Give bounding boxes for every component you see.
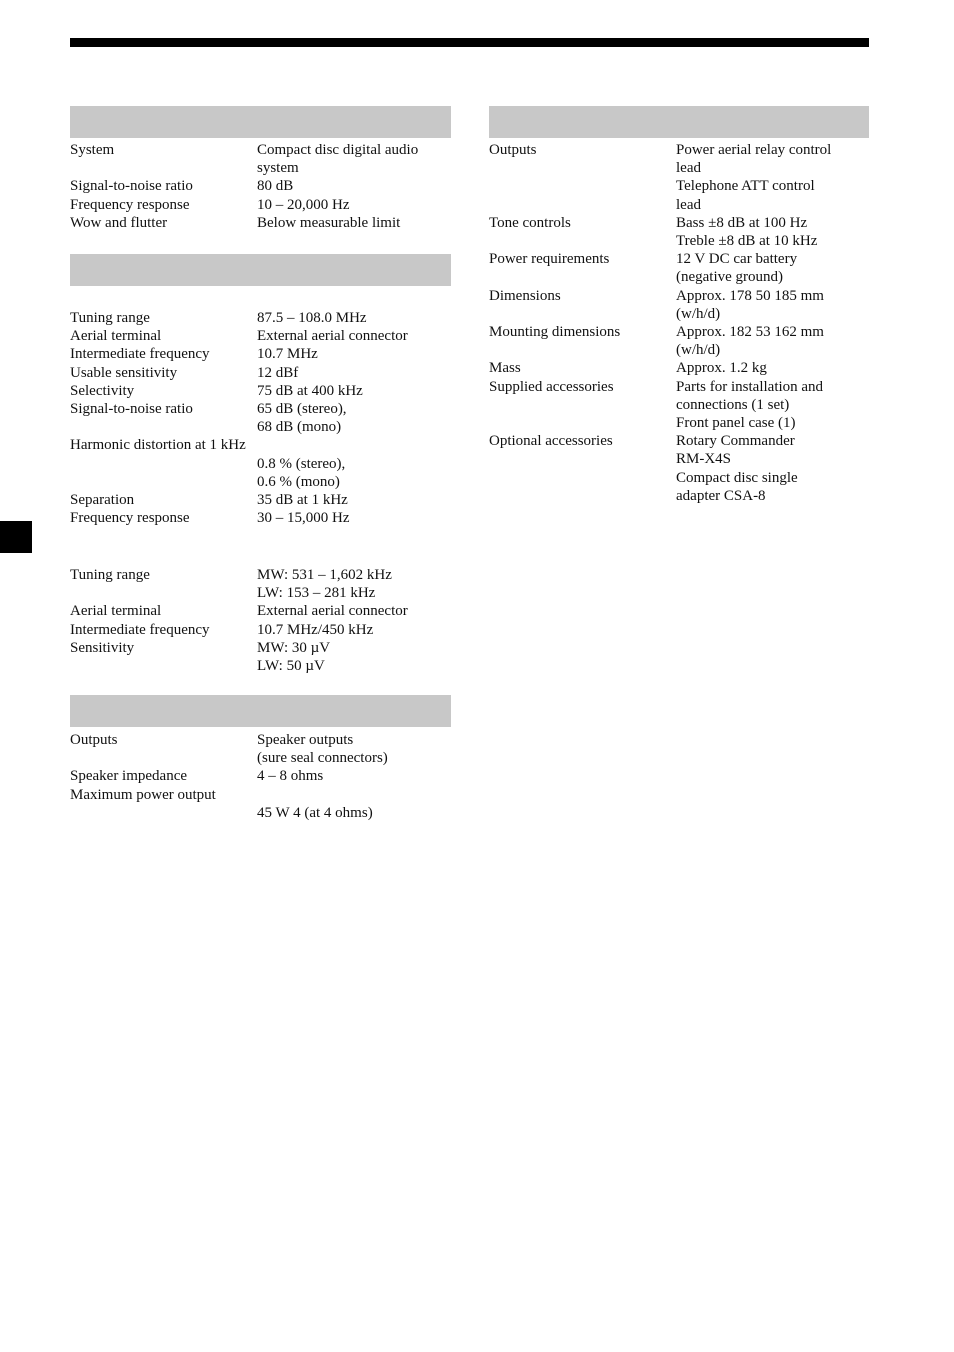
spec-value-line: (w/h/d): [676, 305, 721, 322]
spec-value: [257, 196, 451, 214]
spec-value: [257, 382, 451, 400]
spec-value-line: Compact disc single: [676, 469, 798, 486]
spec-row: [70, 786, 451, 804]
spec-value: [257, 177, 451, 195]
spec-label: Usable sensitivity: [70, 364, 178, 381]
spec-value-line: system: [257, 160, 299, 177]
spec-value-line: Parts for installation and: [676, 378, 824, 395]
general-specs: [489, 141, 869, 505]
spec-value: [676, 214, 869, 250]
spec-value-line: Below measurable limit: [257, 214, 401, 231]
spec-value-line: Approx. 1.2 kg: [676, 360, 767, 377]
spec-value: [676, 359, 869, 377]
spec-row: [70, 327, 451, 345]
tuner-fm-specs: [70, 309, 451, 527]
spec-value-line: (negative ground): [676, 269, 784, 286]
spec-label: Mounting dimensions: [489, 324, 621, 341]
spec-value-line: Treble ±8 dB at 10 kHz: [676, 233, 818, 250]
spec-label: Selectivity: [70, 382, 135, 399]
spec-value: [257, 436, 451, 454]
spec-label: [70, 804, 257, 822]
spec-value: [257, 509, 451, 527]
spec-row: [70, 566, 451, 602]
spec-row: [70, 382, 451, 400]
spec-row: [70, 639, 451, 675]
spec-value-line: 0.8 % (stereo),: [257, 455, 346, 472]
spec-value-line: 4 – 8 ohms: [257, 768, 324, 785]
spec-value-line: 12 dBf: [257, 364, 299, 381]
spec-row: [70, 345, 451, 363]
spec-value: [257, 309, 451, 327]
spec-value-line: 12 V DC car battery: [676, 251, 798, 268]
spec-row: [70, 602, 451, 620]
spec-label: Power requirements: [489, 251, 610, 268]
spec-row: [70, 491, 451, 509]
spec-label: Signal-to-noise ratio: [70, 401, 193, 418]
spec-value: [257, 767, 451, 785]
spec-value: [257, 491, 451, 509]
spec-value: [257, 786, 451, 804]
spec-value: [257, 327, 451, 345]
spec-row: [70, 731, 451, 767]
spec-value-line: 87.5 – 108.0 MHz: [257, 310, 367, 326]
spec-value-line: (w/h/d): [676, 342, 721, 359]
spec-value: [676, 378, 869, 433]
top-rule: [70, 38, 869, 47]
spec-value: [257, 214, 451, 232]
spec-row: [70, 141, 451, 177]
spec-value: [676, 432, 869, 505]
spec-value-line: Bass ±8 dB at 100 Hz: [676, 214, 808, 231]
spec-label: Intermediate frequency: [70, 621, 210, 638]
spec-label: Wow and flutter: [70, 214, 168, 231]
spec-label: Tuning range: [70, 567, 150, 583]
spec-row: [70, 804, 451, 822]
side-tab-marker: [0, 521, 32, 553]
spec-value-line: lead: [676, 160, 701, 177]
amplifier-specs: [70, 731, 451, 822]
spec-value-line: 68 dB (mono): [257, 419, 342, 436]
spec-value: [257, 731, 451, 767]
spec-value-line: 75 dB at 400 kHz: [257, 382, 363, 399]
spec-value-line: MW: 531 – 1,602 kHz: [257, 567, 392, 583]
spec-row: [70, 455, 451, 491]
spec-row: [489, 141, 869, 214]
spec-label: Outputs: [489, 142, 537, 158]
spec-row: [70, 509, 451, 527]
spec-value: [257, 141, 451, 177]
spec-value: [257, 455, 451, 491]
spec-label: Frequency response: [70, 510, 190, 527]
spec-value: [257, 621, 451, 639]
spec-value-line: 35 dB at 1 kHz: [257, 492, 348, 509]
spec-value-line: 10 – 20,000 Hz: [257, 196, 350, 213]
spec-row: [489, 378, 869, 433]
spec-label: Aerial terminal: [70, 328, 162, 345]
spec-value: [257, 400, 451, 436]
spec-value-line: 80 dB: [257, 178, 294, 195]
spec-label: Separation: [70, 492, 135, 509]
spec-row: [489, 287, 869, 323]
section-header-cd-player: [70, 106, 451, 138]
spec-label: Intermediate frequency: [70, 346, 210, 363]
spec-value-line: lead: [676, 196, 701, 213]
spec-value-line: adapter CSA-8: [676, 487, 766, 504]
spec-value-line: Speaker outputs: [257, 732, 354, 748]
spec-label: Optional accessories: [489, 433, 613, 450]
spec-row: [70, 621, 451, 639]
spec-row: [70, 400, 451, 436]
spec-value-line: 10.7 MHz: [257, 346, 318, 363]
spec-value: [257, 602, 451, 620]
spec-row: [70, 364, 451, 382]
spec-value-line: External aerial connector: [257, 328, 408, 345]
spec-label: Signal-to-noise ratio: [70, 178, 193, 195]
spec-row: [489, 250, 869, 286]
spec-row: [70, 177, 451, 195]
spec-label: Tuning range: [70, 310, 150, 326]
spec-label: Outputs: [70, 732, 118, 748]
spec-value-line: Rotary Commander: [676, 433, 795, 450]
spec-value-line: RM-X4S: [676, 451, 732, 468]
spec-value: [257, 345, 451, 363]
spec-value: [257, 364, 451, 382]
spec-label: Tone controls: [489, 214, 571, 231]
spec-row: [489, 214, 869, 250]
section-header-general: [489, 106, 869, 138]
spec-label: Supplied accessories: [489, 378, 614, 395]
spec-value: [676, 141, 869, 214]
spec-value-line: Power aerial relay control: [676, 142, 832, 158]
spec-label: [70, 455, 257, 491]
spec-value-line: MW: 30 µV: [257, 639, 331, 656]
spec-value: [676, 250, 869, 286]
spec-value-line: LW: 50 µV: [257, 658, 325, 675]
spec-label: Maximum power output: [70, 786, 216, 803]
spec-value-line: LW: 153 – 281 kHz: [257, 585, 376, 602]
spec-label: System: [70, 142, 115, 158]
spec-value-line: 30 – 15,000 Hz: [257, 510, 350, 527]
spec-label: Mass: [489, 360, 521, 377]
spec-label: Harmonic distortion at 1 kHz: [70, 437, 246, 454]
spec-value-line: connections (1 set): [676, 396, 790, 413]
spec-row: [70, 214, 451, 232]
section-header-amplifier: [70, 695, 451, 727]
spec-value-line: External aerial connector: [257, 603, 408, 620]
spec-label: Aerial terminal: [70, 603, 162, 620]
spec-label: Dimensions: [489, 287, 561, 304]
spec-value: [676, 287, 869, 323]
spec-label: Sensitivity: [70, 639, 135, 656]
spec-row: [70, 309, 451, 327]
spec-row: [489, 323, 869, 359]
tuner-mwlw-specs: [70, 566, 451, 675]
spec-value-line: (sure seal connectors): [257, 750, 388, 767]
section-header-tuner: [70, 254, 451, 286]
spec-row: [70, 767, 451, 785]
spec-value-line: Telephone ATT control: [676, 178, 815, 195]
spec-row: [70, 436, 451, 454]
spec-row: [70, 196, 451, 214]
spec-value-line: Compact disc digital audio: [257, 142, 419, 158]
spec-value-line: 10.7 MHz/450 kHz: [257, 621, 374, 638]
cd-player-specs: [70, 141, 451, 232]
spec-value-line: Front panel case (1): [676, 415, 796, 432]
spec-row: [489, 432, 869, 505]
spec-value: [257, 639, 451, 675]
spec-value-line: 65 dB (stereo),: [257, 401, 347, 418]
spec-value-line: 45 W 4 (at 4 ohms): [257, 804, 373, 821]
spec-label: Frequency response: [70, 196, 190, 213]
spec-value: [676, 323, 869, 359]
spec-value: [257, 804, 451, 822]
spec-row: [489, 359, 869, 377]
spec-value: [257, 566, 451, 602]
spec-value-line: Approx. 182 53 162 mm: [676, 324, 824, 341]
spec-label: Speaker impedance: [70, 768, 188, 785]
spec-value-line: Approx. 178 50 185 mm: [676, 287, 824, 304]
spec-value-line: 0.6 % (mono): [257, 473, 340, 490]
